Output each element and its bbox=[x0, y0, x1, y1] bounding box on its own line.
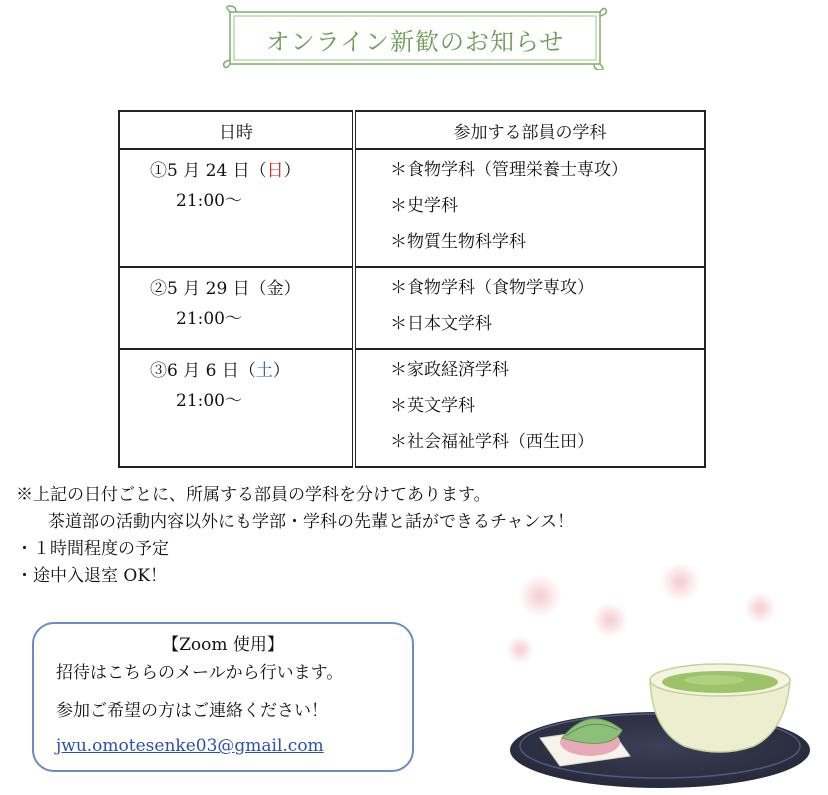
date-suffix: ） bbox=[283, 279, 301, 299]
date-label: ①5 月 24 日（ bbox=[150, 161, 267, 181]
department-item: ＊食物学科（食物学専攻） bbox=[390, 278, 594, 298]
tea-illustration bbox=[500, 560, 820, 790]
contact-email-link[interactable]: jwu.omotesenke03@gmail.com bbox=[56, 736, 324, 756]
date-suffix: ） bbox=[283, 161, 301, 181]
weekday-label: 金 bbox=[266, 279, 284, 299]
title-banner bbox=[222, 4, 608, 70]
note-line: ※上記の日付ごとに、所属する部員の学科を分けてあります。 bbox=[16, 485, 491, 505]
datetime-cell bbox=[119, 149, 354, 267]
header-datetime: 日時 bbox=[119, 111, 354, 149]
departments-cell bbox=[354, 267, 705, 349]
zoom-title: 【Zoom 使用】 bbox=[162, 635, 284, 655]
datetime-cell bbox=[119, 349, 354, 467]
zoom-contact-text: 参加ご希望の方はご連絡ください！ bbox=[56, 701, 328, 721]
department-item: ＊史学科 bbox=[390, 196, 458, 216]
time-text: 21:00～ bbox=[176, 191, 242, 211]
date-suffix: ） bbox=[272, 361, 290, 381]
date-text bbox=[120, 150, 352, 186]
blossom-icon bbox=[660, 562, 700, 602]
notes-section bbox=[16, 482, 574, 590]
table-header-row bbox=[119, 111, 705, 149]
date-label: ③6 月 6 日（ bbox=[150, 361, 256, 381]
department-item: ＊家政経済学科 bbox=[390, 360, 509, 380]
schedule-table bbox=[118, 110, 706, 468]
blossom-icon bbox=[518, 574, 562, 618]
time-text: 21:00～ bbox=[176, 391, 242, 411]
header-departments: 参加する部員の学科 bbox=[354, 111, 705, 149]
department-item: ＊日本文学科 bbox=[390, 314, 492, 334]
table-row bbox=[119, 267, 705, 349]
note-line: ・１時間程度の予定 bbox=[16, 539, 169, 559]
department-item: ＊食物学科（管理栄養士専攻） bbox=[390, 160, 628, 180]
table-row bbox=[119, 349, 705, 467]
department-item: ＊物質生物科学科 bbox=[390, 232, 526, 252]
department-item: ＊社会福祉学科（西生田） bbox=[390, 432, 594, 452]
department-item: ＊英文学科 bbox=[390, 396, 475, 416]
zoom-invite-text: 招待はこちらのメールから行います。 bbox=[56, 663, 344, 683]
date-text bbox=[120, 268, 352, 304]
note-line: ・途中入退室 OK！ bbox=[16, 566, 168, 586]
weekday-label: 日 bbox=[266, 161, 284, 181]
blossom-icon bbox=[744, 592, 776, 624]
weekday-label: 土 bbox=[255, 361, 273, 381]
note-line: 茶道部の活動内容以外にも学部・学科の先輩と話ができるチャンス！ bbox=[48, 512, 574, 532]
table-row bbox=[119, 149, 705, 267]
blossom-icon bbox=[506, 636, 534, 664]
page-title: オンライン新歓のお知らせ bbox=[265, 28, 565, 56]
time-text: 21:00～ bbox=[176, 309, 242, 329]
date-text bbox=[120, 350, 352, 386]
datetime-cell bbox=[119, 267, 354, 349]
blossom-icon bbox=[592, 602, 628, 638]
departments-cell bbox=[354, 349, 705, 467]
departments-cell bbox=[354, 149, 705, 267]
zoom-info-box bbox=[32, 622, 414, 772]
date-label: ②5 月 29 日（ bbox=[150, 279, 267, 299]
